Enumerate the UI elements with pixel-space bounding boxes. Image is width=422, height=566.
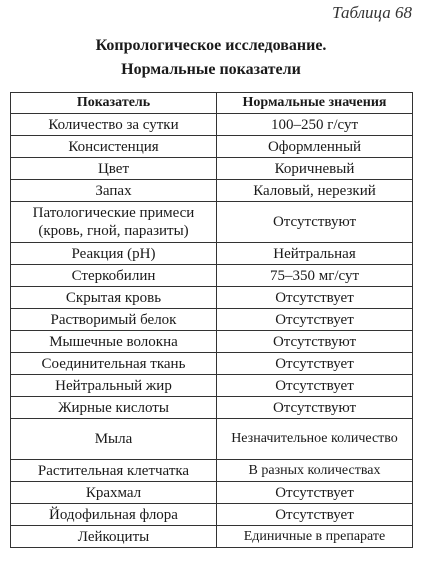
value-cell: Нейтральная: [217, 243, 413, 265]
table-row: [11, 375, 413, 397]
table-row: [11, 309, 413, 331]
header-normal-values: Нормальные значения: [217, 93, 413, 114]
table-row: [11, 265, 413, 287]
table-row: [11, 526, 413, 548]
value-cell: Незначительное количество: [217, 419, 413, 460]
indicator-cell: Крахмал: [11, 482, 217, 504]
value-cell: Отсутствует: [217, 375, 413, 397]
indicator-cell: Скрытая кровь: [11, 287, 217, 309]
table-row: [11, 202, 413, 243]
value-cell: Каловый, нерезкий: [217, 180, 413, 202]
value-cell: Отсутствует: [217, 353, 413, 375]
table-row: [11, 136, 413, 158]
indicator-cell: Растворимый белок: [11, 309, 217, 331]
indicator-cell: Консистенция: [11, 136, 217, 158]
indicator-cell: Стеркобилин: [11, 265, 217, 287]
value-cell: 100–250 г/сут: [217, 114, 413, 136]
indicator-cell: Мышечные волокна: [11, 331, 217, 353]
indicator-cell: Лейкоциты: [11, 526, 217, 548]
table-row: [11, 419, 413, 460]
value-cell: 75–350 мг/сут: [217, 265, 413, 287]
table-row: [11, 504, 413, 526]
value-cell: Отсутствуют: [217, 397, 413, 419]
value-cell: Отсутствует: [217, 504, 413, 526]
indicator-cell: Нейтральный жир: [11, 375, 217, 397]
title-line-1: Копрологическое исследование.: [95, 37, 327, 54]
document-title: [0, 34, 422, 82]
value-cell: Отсутствуют: [217, 331, 413, 353]
table-row: [11, 180, 413, 202]
value-cell: В разных количествах: [217, 460, 413, 482]
table-row: [11, 482, 413, 504]
table-row: [11, 114, 413, 136]
value-cell: Коричневый: [217, 158, 413, 180]
indicator-cell: Цвет: [11, 158, 217, 180]
table-header-row: [11, 93, 413, 114]
table-row: [11, 397, 413, 419]
header-indicator: Показатель: [11, 93, 217, 114]
value-cell: Отсутствует: [217, 309, 413, 331]
value-cell: Оформленный: [217, 136, 413, 158]
table-row: [11, 243, 413, 265]
indicator-cell: Количество за сутки: [11, 114, 217, 136]
indicator-cell: Йодофильная флора: [11, 504, 217, 526]
indicator-cell: Соединительная ткань: [11, 353, 217, 375]
table-row: [11, 287, 413, 309]
value-cell: Отсутствует: [217, 287, 413, 309]
value-cell: Отсутствуют: [217, 202, 413, 243]
indicator-cell: Мыла: [11, 419, 217, 460]
value-cell: Отсутствует: [217, 482, 413, 504]
table-row: [11, 353, 413, 375]
indicator-cell: Патологические примеси (кровь, гной, паразиты): [11, 202, 217, 243]
table-caption: Таблица 68: [332, 3, 412, 22]
indicator-cell: Реакция (pH): [11, 243, 217, 265]
indicator-cell: Запах: [11, 180, 217, 202]
value-cell: Единичные в препарате: [217, 526, 413, 548]
indicator-cell: Растительная клетчатка: [11, 460, 217, 482]
indicator-cell: Жирные кислоты: [11, 397, 217, 419]
coprology-table: [10, 92, 413, 548]
table-row: [11, 331, 413, 353]
table-row: [11, 158, 413, 180]
title-line-2: Нормальные показатели: [121, 61, 301, 78]
table-row: [11, 460, 413, 482]
